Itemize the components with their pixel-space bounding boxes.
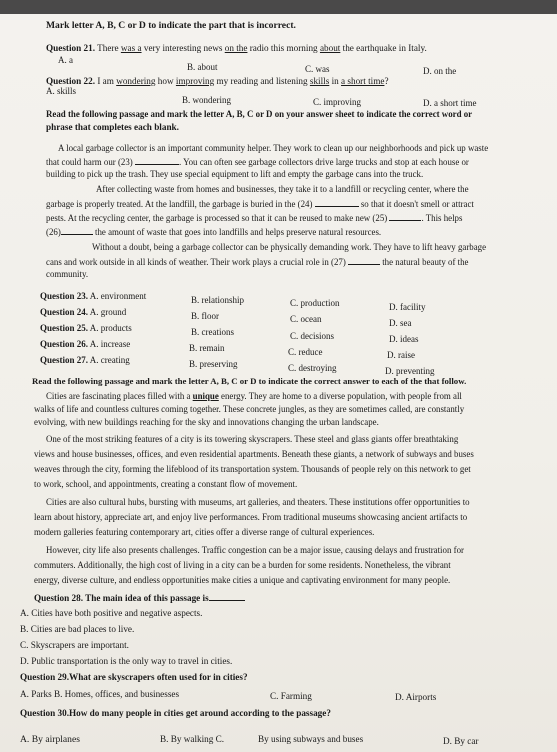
q23-option-b[interactable]: B. relationship: [191, 295, 244, 305]
q22-text: how: [155, 76, 176, 86]
q26-label: Question 26.: [40, 339, 89, 349]
passage2-line: modern galleries featuring contemporary art, cities offer a diverse range of cultural experiences.: [34, 527, 375, 537]
q22-option-d[interactable]: D. a short time: [423, 98, 477, 108]
q24-label: Question 24.: [40, 307, 89, 317]
passage1-text: the natural beauty of the: [380, 257, 469, 267]
blank-25[interactable]: [389, 212, 421, 221]
q26-option-a[interactable]: A. increase: [89, 339, 131, 349]
passage2-line: views and house businesses, offices, and even residential apartments. Beneath these giants, a network of subways and buses: [34, 449, 474, 459]
passage2-line: evolving, with new buildings reaching for the sky and innovations changing the urban landscape.: [34, 417, 379, 427]
q24-option-a[interactable]: A. ground: [89, 307, 127, 317]
passage1-text: . This helps: [421, 213, 463, 223]
question-22: [46, 76, 389, 87]
q21-text: There: [95, 43, 121, 53]
passage1-line: Without a doubt, being a garbage collector can be physically demanding work. They have to lift heavy garbage: [92, 242, 487, 252]
q26-option-c[interactable]: C. reduce: [288, 347, 323, 357]
q23-option-d[interactable]: D. facility: [389, 302, 426, 312]
q25-label-and-a: [40, 323, 132, 334]
q28-option-d[interactable]: D. Public transportation is the only way to travel in cities.: [20, 656, 233, 666]
q21-underlined-d: on the: [224, 43, 248, 53]
passage2-line: However, city life also presents challenges. Traffic congestion can be a major issue, causing delays and frustration for: [46, 545, 464, 555]
q25-option-d[interactable]: D. ideas: [389, 334, 419, 344]
section-instruction-cloze: Read the following passage and mark the letter A, B, C or D on your answer sheet to indicate the correct word or: [46, 109, 473, 119]
blank-27[interactable]: [348, 256, 380, 265]
q28-option-c[interactable]: C. Skyscrapers are important.: [20, 640, 129, 650]
q28-stem-text: Question 28. The main idea of this passage is: [34, 593, 209, 603]
q21-text: the earthquake in Italy.: [340, 43, 427, 53]
q22-text: my reading and listening: [214, 76, 310, 86]
passage2-text: energy. They are home to a diverse population, with people from all: [218, 391, 462, 401]
passage2-line: Cities are also cultural hubs, bursting with museums, art galleries, and theaters. These institutions offer opportunities to: [46, 497, 470, 507]
q30-option-d[interactable]: D. By car: [443, 736, 479, 746]
q28-option-b[interactable]: B. Cities are bad places to live.: [20, 624, 135, 634]
question-28-stem: [34, 592, 245, 604]
q27-option-b[interactable]: B. preserving: [189, 359, 238, 369]
q22-underlined-d: a short time: [341, 76, 385, 86]
q23-option-c[interactable]: C. production: [290, 298, 340, 308]
q22-underlined-c: improving: [175, 76, 215, 86]
q21-label: Question 21.: [46, 43, 96, 53]
blank-26[interactable]: [61, 226, 93, 235]
q27-label: Question 27.: [40, 355, 89, 365]
passage1-text: . You can often see garbage collectors drive large trucks and stop at each house or: [178, 157, 469, 167]
q22-underlined-b: wondering: [116, 76, 156, 86]
passage1-text: cans and work outside in all kinds of weather. Their work plays a crucial role in (27): [46, 257, 346, 267]
passage1-line: community.: [46, 269, 89, 279]
q22-option-a[interactable]: A. skills: [46, 86, 77, 96]
q22-underlined-a: skills: [309, 76, 330, 86]
q22-label: Question 22.: [46, 76, 96, 86]
passage1-line: [46, 226, 381, 238]
instruction3-text: Read the following passage and mark the letter A, B, C or D to indicate the correct answer to each of the: [32, 376, 425, 386]
q24-label-and-a: [40, 307, 126, 318]
q30-option-c[interactable]: By using subways and buses: [258, 734, 364, 744]
blank-28: [209, 592, 245, 601]
q24-option-c[interactable]: C. ocean: [290, 314, 322, 324]
passage1-line: A local garbage collector is an important community helper. They work to clean up our neighborhoods and pick up waste: [58, 143, 489, 153]
q21-option-c[interactable]: C. was: [305, 64, 330, 74]
passage2-line: [46, 391, 462, 402]
q29-option-c[interactable]: C. Farming: [270, 691, 312, 701]
blank-24[interactable]: [315, 198, 359, 207]
passage2-line: learn about history, appreciate art, and enjoy live performances. From traditional museums showcasing ancient artifacts to: [34, 512, 468, 522]
q23-label-and-a: [40, 291, 146, 302]
q23-option-a[interactable]: A. environment: [89, 291, 147, 301]
q24-option-d[interactable]: D. sea: [389, 318, 412, 328]
scan-edge-shadow: [0, 0, 557, 14]
q29-option-a-b[interactable]: A. Parks B. Homes, offices, and businesses: [20, 689, 180, 699]
q22-text: ?: [384, 76, 389, 86]
q25-label: Question 25.: [40, 323, 89, 333]
passage1-line: building to pick up the trash. They use special equipment to lift and empty the garbage cans into the truck.: [46, 169, 424, 179]
passage1-text: so that it doesn't smell or attract: [358, 199, 474, 209]
passage2-underlined-word: unique: [192, 391, 219, 401]
q21-underlined-a: was a: [120, 43, 142, 53]
q28-option-a[interactable]: A. Cities have both positive and negative aspects.: [20, 608, 203, 618]
passage2-line: commuters. Additionally, the high cost of living in a city can be a burden for some residents. Nonetheless, the vibrant: [34, 560, 451, 570]
passage1-text: the amount of waste that goes into landfills and helps preserve natural resources.: [92, 227, 382, 237]
q22-option-c[interactable]: C. improving: [313, 97, 362, 107]
passage2-line: energy, diverse culture, and endless opportunities make cities a unique and captivating environment for many people.: [34, 575, 451, 585]
instruction3-text-end: that follow.: [424, 376, 467, 386]
passage2-line: One of the most striking features of a city is its towering skyscrapers. These steel and glass giants offer breathtaking: [46, 434, 459, 444]
q21-option-a[interactable]: A. a: [58, 55, 73, 65]
q27-option-a[interactable]: A. creating: [89, 355, 130, 365]
passage1-line: [46, 156, 469, 168]
q27-label-and-a: [40, 355, 130, 366]
q27-option-d[interactable]: D. preventing: [385, 366, 435, 376]
passage1-text: (26): [46, 227, 61, 237]
passage1-text: garbage is properly treated. At the landfill, the garbage is buried in the (24): [46, 199, 313, 209]
q21-text: very interesting news: [141, 43, 225, 53]
q25-option-c[interactable]: C. decisions: [290, 331, 334, 341]
q29-option-d[interactable]: D. Airports: [395, 692, 437, 702]
q22-text: in: [329, 76, 342, 86]
q23-label: Question 23.: [40, 291, 89, 301]
question-21: [46, 43, 427, 54]
passage1-line: [46, 256, 468, 268]
q25-option-b[interactable]: B. creations: [191, 327, 234, 337]
q21-text: radio this morning: [247, 43, 320, 53]
section-instruction-cloze-2: phrase that completes each blank.: [46, 122, 179, 132]
blank-23[interactable]: [135, 156, 179, 165]
q21-underlined-b: about: [319, 43, 341, 53]
section-instruction-incorrect-part: Mark letter A, B, C or D to indicate the part that is incorrect.: [46, 20, 296, 31]
q22-option-b[interactable]: B. wondering: [182, 95, 231, 105]
q27-option-c[interactable]: C. destroying: [288, 363, 337, 373]
passage1-line: [46, 212, 462, 224]
q21-option-d[interactable]: D. on the: [423, 66, 457, 76]
q21-option-b[interactable]: B. about: [187, 62, 218, 72]
passage2-text: Cities are fascinating places filled with a: [46, 391, 193, 401]
q30-option-a[interactable]: A. By airplanes: [20, 734, 80, 745]
section-instruction-reading: [32, 376, 466, 387]
passage2-line: walks of life and countless cultures coming together. These concrete jungles, as they are sometimes called, are constantly: [34, 404, 465, 414]
q26-option-d[interactable]: D. raise: [387, 350, 415, 360]
passage1-line: [46, 198, 474, 210]
question-29-stem: Question 29.What are skyscrapers often used for in cities?: [20, 672, 248, 682]
passage1-text: pests. At the recycling center, the garbage is processed so that it can be reused to make new (25): [46, 213, 388, 223]
q25-option-a[interactable]: A. products: [89, 323, 132, 333]
passage2-line: to work, school, and appointments, creating a constant flow of movement.: [34, 479, 298, 489]
q26-label-and-a: [40, 339, 130, 350]
question-30-stem: Question 30.How do many people in cities get around according to the passage?: [20, 708, 331, 718]
passage1-line: After collecting waste from homes and businesses, they take it to a landfill or recycling center, where the: [96, 184, 469, 194]
passage2-line: weaves through the city, forming the lifeblood of its transportation system. Thousands of people rely on this network to get: [34, 464, 471, 474]
passage1-text: that could harm our (23): [46, 157, 133, 167]
q22-text: I am: [95, 76, 117, 86]
q24-option-b[interactable]: B. floor: [191, 311, 219, 321]
q26-option-b[interactable]: B. remain: [189, 343, 225, 353]
q30-option-b[interactable]: B. By walking C.: [160, 734, 225, 744]
